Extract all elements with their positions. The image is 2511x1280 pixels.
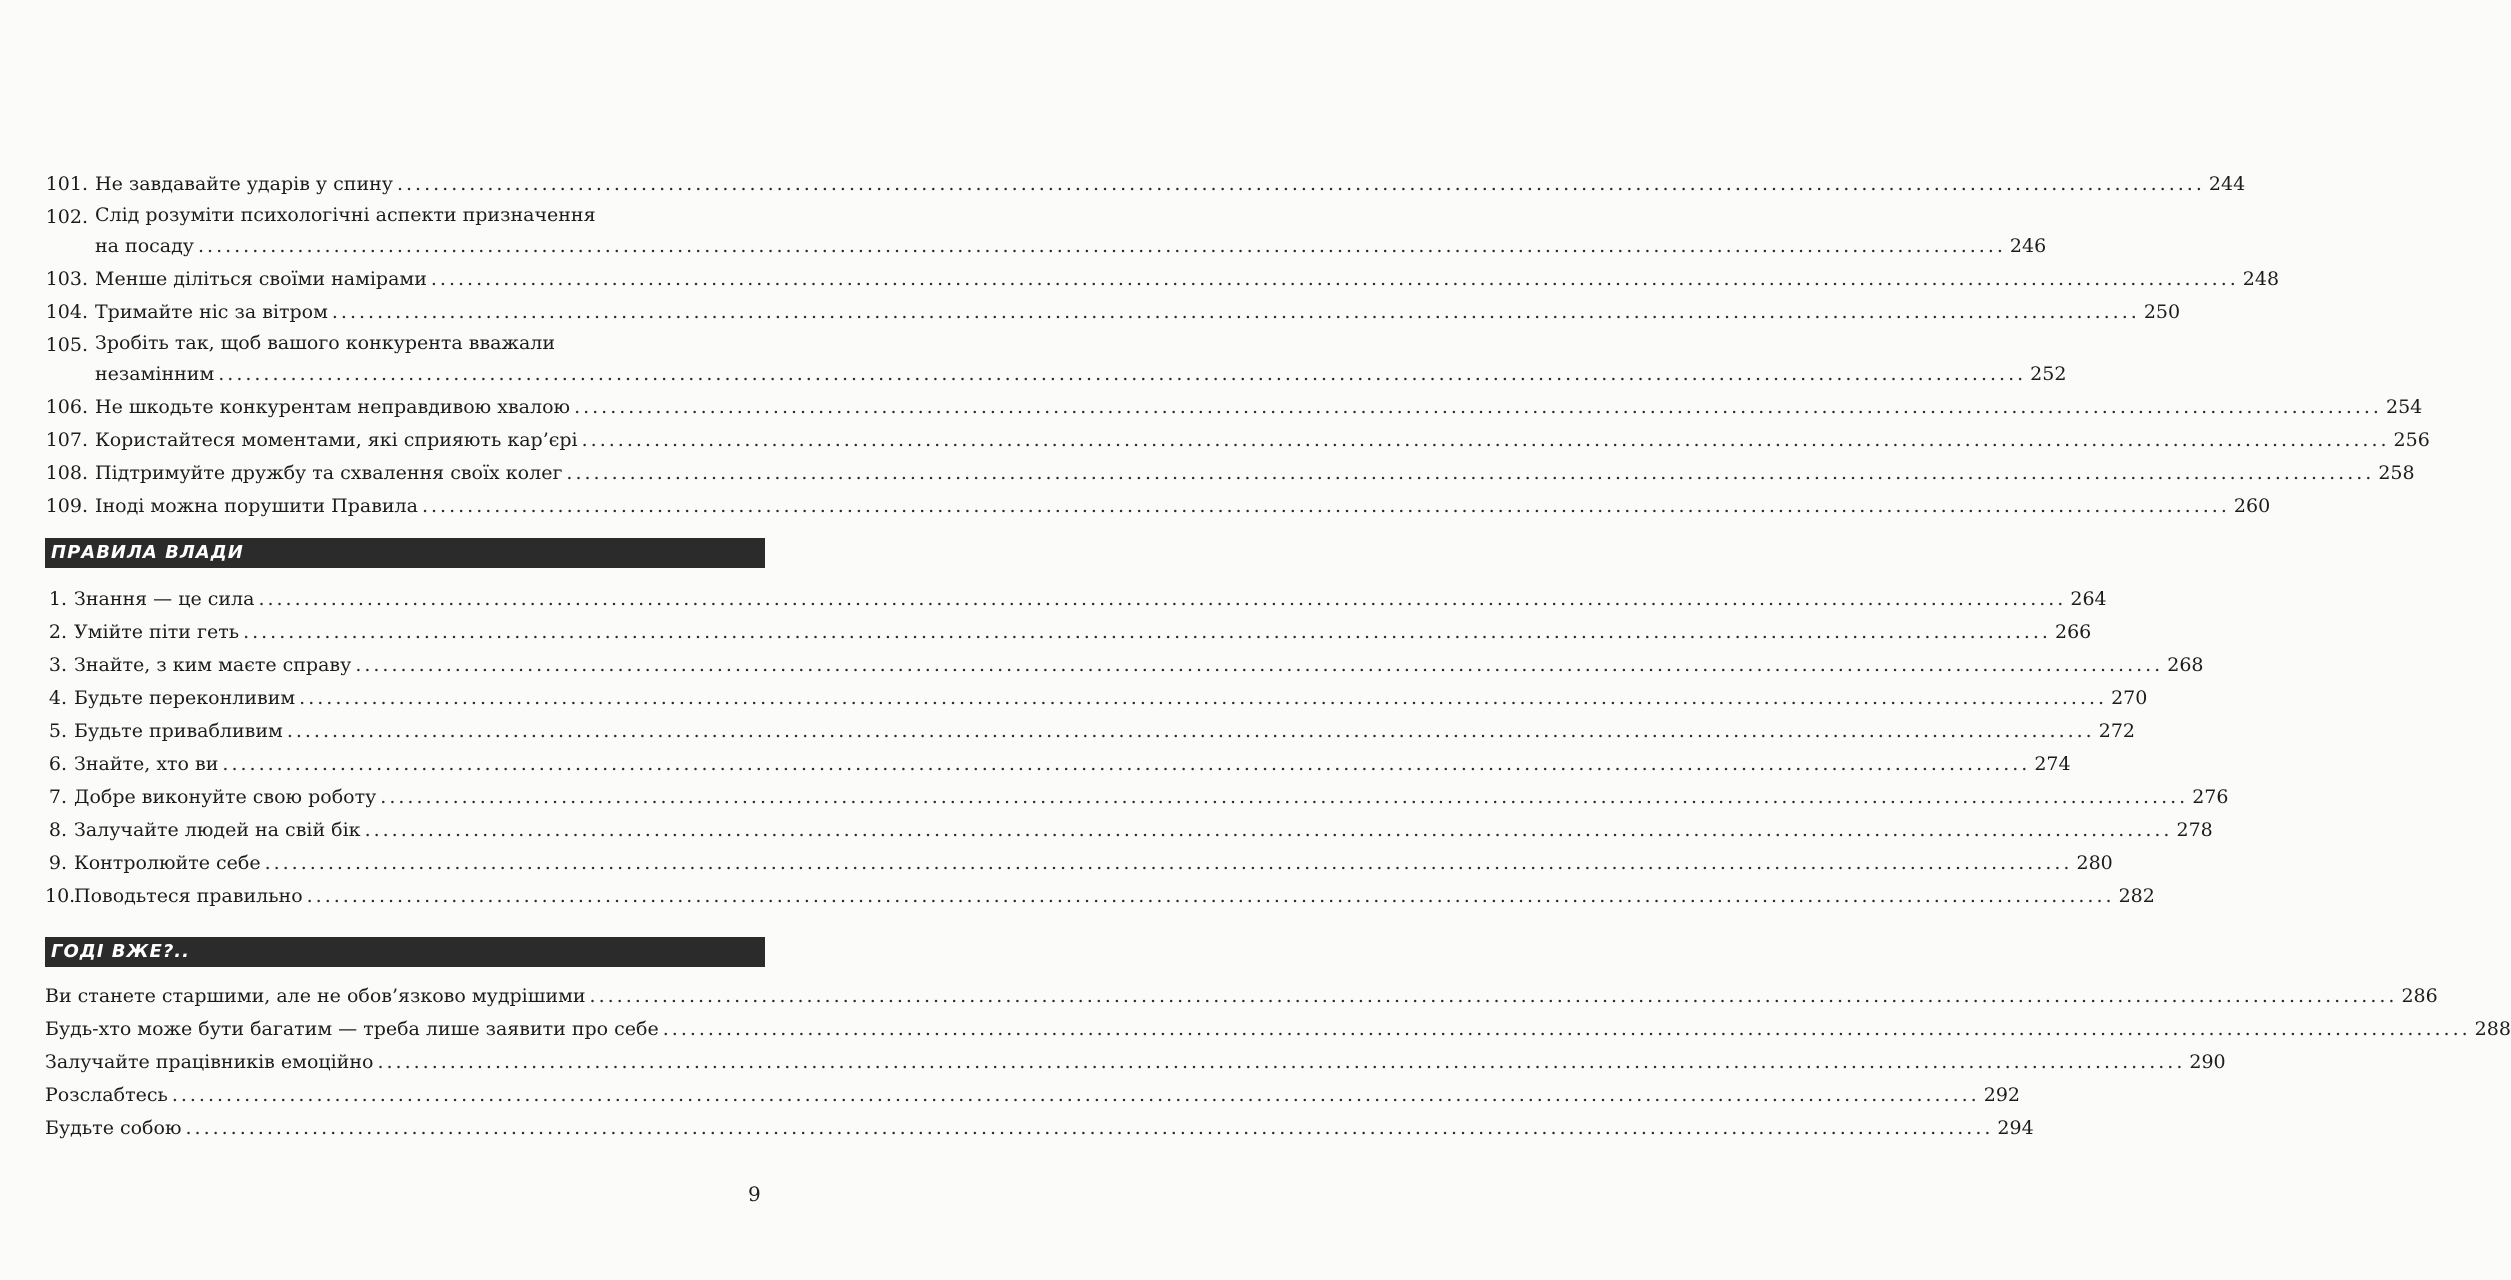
entry-title: Будь-хто може бути багатим — треба лише заявити про себе: [45, 1018, 659, 1040]
entry-page-number: 286: [2401, 985, 2438, 1007]
toc-entry[interactable]: [45, 748, 2071, 781]
entry-number: 101.: [45, 173, 88, 195]
entry-page-number: 256: [2393, 429, 2430, 451]
entry-number: 106.: [45, 396, 88, 418]
dot-leader: ........................................................................................................................................................................................................: [364, 819, 2173, 841]
entry-page-number: 292: [1983, 1084, 2020, 1106]
toc-entry[interactable]: [45, 1079, 2020, 1112]
entry-page-number: 272: [2098, 720, 2135, 742]
entry-title: Тримайте ніс за вітром: [95, 301, 328, 323]
entry-page-number: 282: [2118, 885, 2155, 907]
dot-leader: ........................................................................................................................................................................................................: [380, 786, 2189, 808]
toc-entry[interactable]: [45, 814, 2213, 847]
entry-number: 102.: [45, 206, 88, 228]
entry-title: Знайте, з ким маєте справу: [74, 654, 352, 676]
entry-number: 8.: [48, 819, 67, 841]
entry-title: Ви станете старшими, але не обов’язково мудрішими: [45, 985, 586, 1007]
entry-title: Будьте привабливим: [74, 720, 283, 742]
entry-page-number: 260: [2233, 495, 2271, 517]
entry-page-number: 246: [2009, 235, 2047, 257]
entry-number: 5.: [48, 720, 67, 742]
entry-page-number: 274: [2034, 753, 2071, 775]
dot-leader: ........................................................................................................................................................................................................: [574, 396, 2382, 418]
entry-page-number: 294: [1997, 1117, 2034, 1139]
toc-entry[interactable]: [45, 583, 2107, 616]
entry-title: Залучайте працівників емоційно: [45, 1051, 374, 1073]
dot-leader: ........................................................................................................................................................................................................: [355, 654, 2164, 676]
entry-number: 104.: [45, 301, 88, 323]
entry-title: Будьте переконливим: [74, 687, 296, 709]
entry-page-number: 248: [2242, 268, 2280, 290]
toc-entry[interactable]: [45, 391, 2423, 424]
dot-leader: ........................................................................................................................................................................................................: [171, 1084, 1980, 1106]
entry-title: Розслабтесь: [45, 1084, 168, 1106]
section-header-enough: ГОДІ ВЖЕ?..: [45, 937, 765, 967]
entry-title: Користайтеся моментами, які сприяють кар’єрі: [95, 429, 578, 451]
section-header-power-rules: ПРАВИЛА ВЛАДИ: [45, 538, 765, 568]
entry-page-number: 280: [2076, 852, 2113, 874]
toc-entry[interactable]: [45, 201, 2047, 263]
dot-leader: ........................................................................................................................................................................................................: [218, 363, 2027, 385]
toc-entry[interactable]: [45, 847, 2113, 880]
dot-leader: ........................................................................................................................................................................................................: [331, 301, 2140, 323]
entry-number: 105.: [45, 334, 88, 356]
entry-number: 108.: [45, 462, 88, 484]
entry-page-number: 244: [2208, 173, 2246, 195]
dot-leader: ........................................................................................................................................................................................................: [286, 720, 2095, 742]
toc-entry[interactable]: [45, 1046, 2226, 1079]
entry-title: Умійте піти геть: [74, 621, 240, 643]
entry-number: 109.: [45, 495, 88, 517]
entry-number: 1.: [48, 588, 67, 610]
toc-entry[interactable]: [45, 263, 2280, 296]
toc-section-continued: [45, 168, 2430, 523]
entry-title: Поводьтеся правильно: [74, 885, 303, 907]
toc-entry[interactable]: [45, 1013, 2511, 1046]
entry-title: Не шкодьте конкурентам неправдивою хвалою: [95, 396, 571, 418]
entry-page-number: 250: [2143, 301, 2181, 323]
entry-page-number: 254: [2385, 396, 2423, 418]
dot-leader: ........................................................................................................................................................................................................: [589, 985, 2398, 1007]
dot-leader: ........................................................................................................................................................................................................: [581, 429, 2390, 451]
entry-page-number: 264: [2070, 588, 2107, 610]
entry-number: 2.: [48, 621, 67, 643]
toc-entry[interactable]: [45, 880, 2155, 913]
entry-number: 10.: [45, 885, 76, 907]
toc-entry[interactable]: [45, 296, 2181, 329]
toc-entry[interactable]: [45, 490, 2271, 523]
page-number: 9: [748, 1182, 761, 1206]
entry-page-number: 258: [2378, 462, 2415, 484]
dot-leader: ........................................................................................................................................................................................................: [662, 1018, 2471, 1040]
entry-page-number: 278: [2176, 819, 2213, 841]
dot-leader: ........................................................................................................................................................................................................: [258, 588, 2067, 610]
entry-number: 103.: [45, 268, 88, 290]
dot-leader: ........................................................................................................................................................................................................: [430, 268, 2239, 290]
dot-leader: ........................................................................................................................................................................................................: [566, 462, 2375, 484]
dot-leader: ........................................................................................................................................................................................................: [396, 173, 2205, 195]
toc-entry[interactable]: [45, 616, 2092, 649]
entry-page-number: 276: [2192, 786, 2229, 808]
dot-leader: ........................................................................................................................................................................................................: [299, 687, 2108, 709]
entry-page-number: 288: [2474, 1018, 2511, 1040]
entry-page-number: 268: [2167, 654, 2204, 676]
entry-title: Менше діліться своїми намірами: [95, 268, 427, 290]
toc-section-enough: [45, 980, 2511, 1145]
entry-title: Іноді можна порушити Правила: [95, 495, 418, 517]
dot-leader: ........................................................................................................................................................................................................: [185, 1117, 1994, 1139]
toc-entry[interactable]: [45, 682, 2148, 715]
toc-entry[interactable]: [45, 424, 2430, 457]
entry-title: Будьте собою: [45, 1117, 182, 1139]
dot-leader: ........................................................................................................................................................................................................: [197, 235, 2006, 257]
dot-leader: ........................................................................................................................................................................................................: [377, 1051, 2186, 1073]
entry-title: Знайте, хто ви: [74, 753, 219, 775]
toc-entry[interactable]: [45, 329, 2067, 391]
dot-leader: ........................................................................................................................................................................................................: [264, 852, 2073, 874]
entry-number: 4.: [48, 687, 67, 709]
dot-leader: ........................................................................................................................................................................................................: [421, 495, 2230, 517]
entry-number: 7.: [48, 786, 67, 808]
entry-title-line: Слід розуміти психологічні аспекти призначення: [95, 204, 596, 226]
entry-title-line: Зробіть так, щоб вашого конкурента вважали: [95, 332, 556, 354]
entry-title: Добре виконуйте свою роботу: [74, 786, 377, 808]
toc-entry[interactable]: [45, 781, 2229, 814]
entry-page-number: 290: [2189, 1051, 2226, 1073]
toc-entry[interactable]: [45, 457, 2415, 490]
entry-title: на посаду: [95, 235, 194, 257]
entry-number: 9.: [48, 852, 67, 874]
entry-page-number: 252: [2030, 363, 2067, 385]
entry-title: Знання — це сила: [74, 588, 255, 610]
dot-leader: ........................................................................................................................................................................................................: [243, 621, 2051, 643]
entry-number: 3.: [48, 654, 67, 676]
toc-entry[interactable]: [45, 1112, 2034, 1145]
entry-title: Підтримуйте дружбу та схвалення своїх колег: [95, 462, 563, 484]
dot-leader: ........................................................................................................................................................................................................: [222, 753, 2031, 775]
toc-entry[interactable]: [45, 715, 2135, 748]
entry-number: 107.: [45, 429, 88, 451]
entry-title: Залучайте людей на свій бік: [74, 819, 361, 841]
toc-entry[interactable]: [45, 168, 2246, 201]
toc-section-power-rules: [45, 583, 2229, 913]
entry-title: Контролюйте себе: [74, 852, 261, 874]
dot-leader: ........................................................................................................................................................................................................: [306, 885, 2115, 907]
toc-entry[interactable]: [45, 649, 2204, 682]
toc-entry[interactable]: [45, 980, 2438, 1013]
entry-title: незамінним: [95, 363, 215, 385]
entry-page-number: 266: [2054, 621, 2092, 643]
entry-number: 6.: [48, 753, 67, 775]
entry-title: Не завдавайте ударів у спину: [95, 173, 393, 195]
entry-page-number: 270: [2111, 687, 2148, 709]
